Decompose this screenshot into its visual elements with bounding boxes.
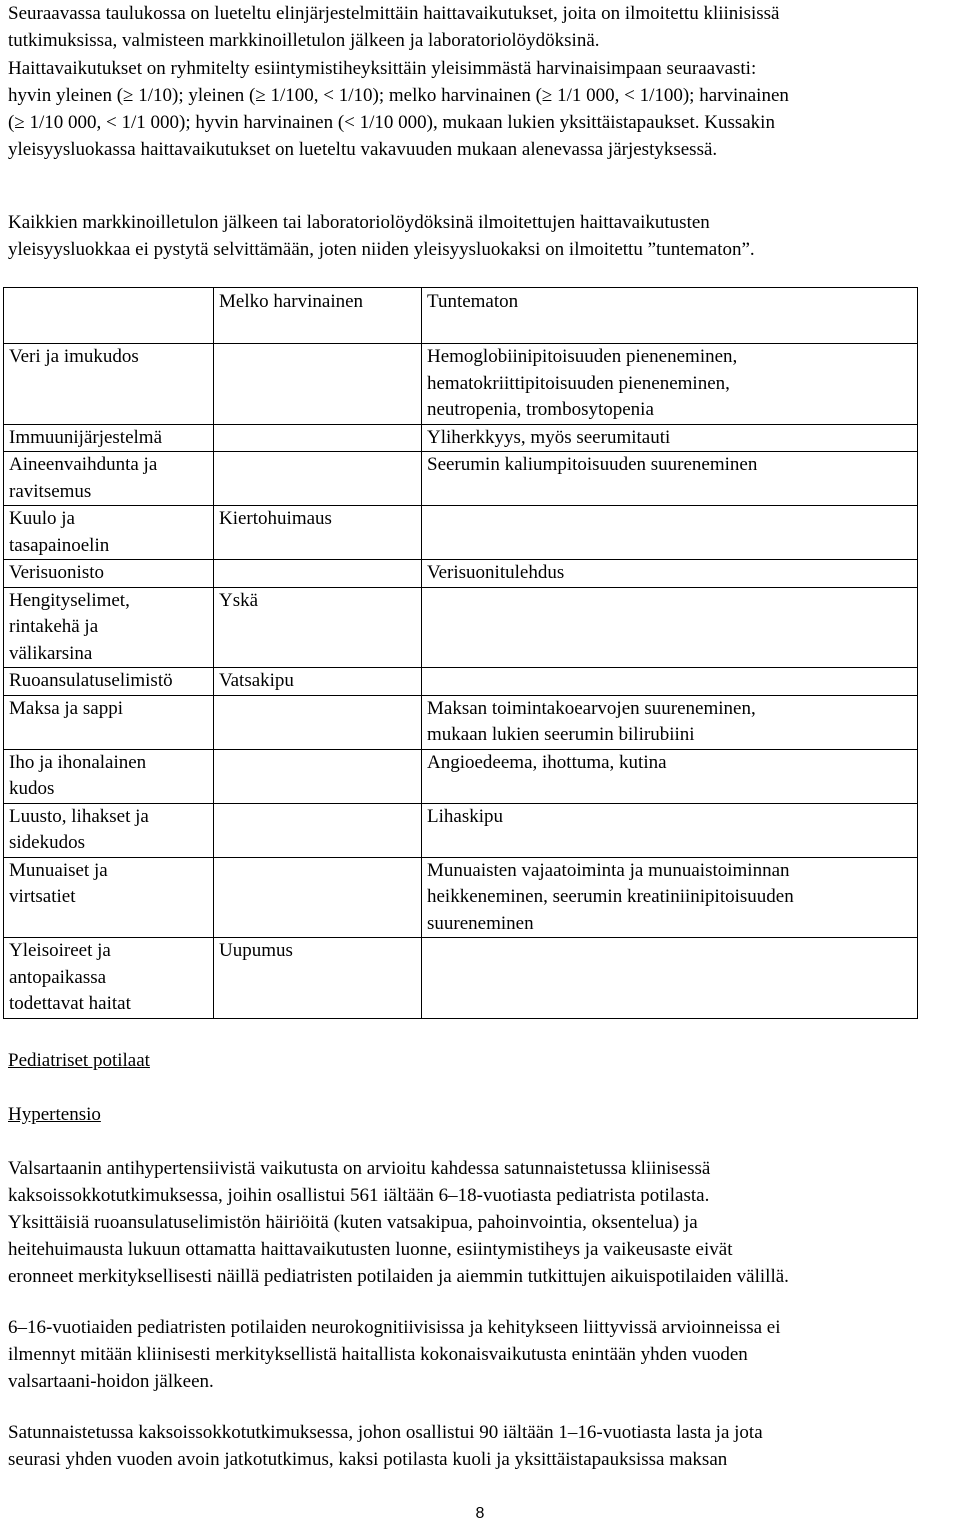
uncommon-cell — [214, 452, 422, 506]
cell-line: mukaan lukien seerumin bilirubiini — [427, 724, 695, 745]
uncommon-cell — [214, 587, 422, 668]
cell-line: rintakehä ja — [9, 616, 99, 637]
organ-class-cell — [4, 452, 214, 506]
cell-line: Hengityselimet, — [9, 589, 130, 611]
cell-line: hematokriittipitoisuuden pieneneminen, — [427, 372, 730, 394]
text-line: Kaikkien markkinoilletulon jälkeen tai laboratoriolöydöksinä ilmoitettujen haittavaikutusten — [8, 212, 710, 233]
cell-line: Luusto, lihakset ja — [9, 805, 149, 827]
pediatric-paragraph-3 — [8, 1419, 956, 1473]
cell-line: Vatsakipu — [219, 670, 294, 691]
cell-line: Munuaiset ja — [9, 859, 108, 881]
pediatric-paragraph-2 — [8, 1314, 956, 1395]
text-line: eronneet merkityksellisesti näillä pediatristen potilaiden ja aiemmin tutkittujen aikuispotilaiden välillä. — [8, 1266, 789, 1287]
uncommon-cell — [214, 506, 422, 560]
table-header-row — [4, 288, 918, 344]
table-row — [4, 857, 918, 938]
text-line: 6–16-vuotiaiden pediatristen potilaiden neurokognitiivisissa ja kehitykseen liittyvissä arvioinneissa ei — [8, 1317, 781, 1338]
unknown-cell — [422, 560, 918, 588]
organ-class-cell — [4, 938, 214, 1019]
cell-line: Kuulo ja — [9, 508, 75, 529]
organ-class-cell — [4, 560, 214, 588]
cell-line: neutropenia, trombosytopenia — [427, 399, 654, 420]
text-line: Valsartaanin antihypertensiivistä vaikutusta on arvioitu kahdessa satunnaistetussa kliinisessä — [8, 1158, 711, 1179]
table-row — [4, 668, 918, 696]
cell-line: Yskä — [219, 589, 259, 611]
uncommon-cell — [214, 424, 422, 452]
text-line: Haittavaikutukset on ryhmitelty esiintymistiheyksittäin yleisimmästä harvinaisimpaan seuraavasti: — [8, 58, 757, 79]
cell-line: Ruoansulatuselimistö — [9, 670, 173, 691]
adverse-reactions-table — [3, 287, 918, 1019]
table-row — [4, 749, 918, 803]
unknown-cell — [422, 424, 918, 452]
organ-class-cell — [4, 587, 214, 668]
table-row — [4, 506, 918, 560]
text-line: yleisyysluokkaa ei pystytä selvittämään, joten niiden yleisyysluokaksi on ilmoitettu ”tuntematon”. — [8, 239, 755, 260]
uncommon-cell — [214, 344, 422, 425]
table-row — [4, 587, 918, 668]
text-line: yleisyysluokassa haittavaikutukset on lueteltu vakavuuden mukaan alenevassa järjestyksessä. — [8, 139, 718, 160]
unknown-cell — [422, 506, 918, 560]
uncommon-cell — [214, 803, 422, 857]
unknown-cell — [422, 749, 918, 803]
hypertension-subheading: Hypertensio — [8, 1104, 101, 1125]
organ-class-cell — [4, 424, 214, 452]
cell-line: Maksan toimintakoearvojen suureneminen, — [427, 697, 756, 719]
unknown-cell — [422, 668, 918, 696]
text-line: Satunnaistetussa kaksoissokkotutkimuksessa, johon osallistui 90 iältään 1–16-vuotiasta lasta ja jota — [8, 1422, 763, 1443]
cell-line: heikkeneminen, seerumin kreatiniinipitoisuuden — [427, 886, 794, 907]
table-row — [4, 344, 918, 425]
cell-line: antopaikassa — [9, 966, 107, 988]
text-line: Seuraavassa taulukossa on lueteltu elinjärjestelmittäin haittavaikutukset, joita on ilmoitettu kliinisissä — [8, 3, 780, 24]
cell-line: Veri ja imukudos — [9, 346, 139, 367]
unknown-cell — [422, 857, 918, 938]
unknown-cell — [422, 695, 918, 749]
cell-line: Verisuonitulehdus — [427, 562, 565, 583]
cell-line: suureneminen — [427, 912, 534, 934]
cell-line: virtsatiet — [9, 886, 76, 907]
organ-class-cell — [4, 344, 214, 425]
unknown-cell — [422, 587, 918, 668]
header-unknown: Tuntematon — [422, 288, 918, 344]
unknown-frequency-paragraph — [8, 209, 956, 263]
cell-line: Maksa ja sappi — [9, 697, 123, 719]
uncommon-cell — [214, 695, 422, 749]
cell-line: Immuunijärjestelmä — [9, 426, 163, 448]
header-uncommon: Melko harvinainen — [214, 288, 422, 344]
table-row — [4, 695, 918, 749]
cell-line: Uupumus — [219, 940, 293, 961]
text-line: tutkimuksissa, valmisteen markkinoilletulon jälkeen ja laboratoriolöydöksinä. — [8, 30, 600, 51]
text-line: valsartaani-hoidon jälkeen. — [8, 1371, 214, 1392]
organ-class-cell — [4, 749, 214, 803]
uncommon-cell — [214, 668, 422, 696]
table-row — [4, 560, 918, 588]
cell-line: Munuaisten vajaatoiminta ja munuaistoiminnan — [427, 859, 790, 881]
pediatric-heading: Pediatriset potilaat — [8, 1050, 150, 1071]
organ-class-cell — [4, 668, 214, 696]
unknown-cell — [422, 803, 918, 857]
header-organ-class — [4, 288, 214, 344]
cell-line: välikarsina — [9, 642, 93, 664]
text-line: ilmennyt mitään kliinisesti merkityksellistä haitallista kokonaisvaikutusta enintään yhden vuoden — [8, 1344, 748, 1365]
text-line: hyvin yleinen (≥ 1/10); yleinen (≥ 1/100, < 1/10); melko harvinainen (≥ 1/1 000, < 1/100); harvinainen — [8, 85, 789, 106]
cell-line: Seerumin kaliumpitoisuuden suureneminen — [427, 454, 758, 475]
text-line: Yksittäisiä ruoansulatuselimistön häiriöitä (kuten vatsakipua, pahoinvointia, oksentelua) ja — [8, 1212, 698, 1233]
uncommon-cell — [214, 857, 422, 938]
table-row — [4, 803, 918, 857]
organ-class-cell — [4, 857, 214, 938]
unknown-cell — [422, 344, 918, 425]
cell-line: Hemoglobiinipitoisuuden pieneneminen, — [427, 346, 738, 367]
uncommon-cell — [214, 938, 422, 1019]
table-row — [4, 424, 918, 452]
organ-class-cell — [4, 506, 214, 560]
text-line: (≥ 1/10 000, < 1/1 000); hyvin harvinainen (< 1/10 000), mukaan lukien yksittäistapaukset. Kussakin — [8, 112, 775, 133]
unknown-cell — [422, 938, 918, 1019]
cell-line: Kiertohuimaus — [219, 508, 332, 529]
unknown-cell — [422, 452, 918, 506]
text-line: heitehuimausta lukuun ottamatta haittavaikutusten luonne, esiintymistiheys ja vaikeusaste eivät — [8, 1239, 733, 1260]
table-row — [4, 452, 918, 506]
table-row — [4, 938, 918, 1019]
intro-paragraph — [8, 0, 956, 54]
frequency-grouping-paragraph — [8, 55, 956, 163]
cell-line: Lihaskipu — [427, 805, 503, 827]
uncommon-cell — [214, 560, 422, 588]
cell-line: Yleisoireet ja — [9, 940, 111, 961]
uncommon-cell — [214, 749, 422, 803]
page-number: 8 — [475, 1505, 485, 1522]
organ-class-cell — [4, 695, 214, 749]
cell-line: kudos — [9, 778, 55, 799]
cell-line: Angioedeema, ihottuma, kutina — [427, 751, 667, 773]
cell-line: todettavat haitat — [9, 993, 131, 1014]
cell-line: tasapainoelin — [9, 534, 110, 556]
cell-line: ravitsemus — [9, 480, 92, 502]
cell-line: Verisuonisto — [9, 562, 104, 583]
organ-class-cell — [4, 803, 214, 857]
cell-line: Aineenvaihdunta ja — [9, 454, 158, 475]
cell-line: sidekudos — [9, 832, 85, 853]
text-line: seurasi yhden vuoden avoin jatkotutkimus, kaksi potilasta kuoli ja yksittäistapauksissa maksan — [8, 1449, 728, 1470]
cell-line: Yliherkkyys, myös seerumitauti — [427, 426, 671, 448]
text-line: kaksoissokkotutkimuksessa, joihin osallistui 561 iältään 6–18-vuotiasta pediatrista potilasta. — [8, 1185, 710, 1206]
cell-line: Iho ja ihonalainen — [9, 751, 147, 773]
pediatric-paragraph-1 — [8, 1155, 956, 1290]
